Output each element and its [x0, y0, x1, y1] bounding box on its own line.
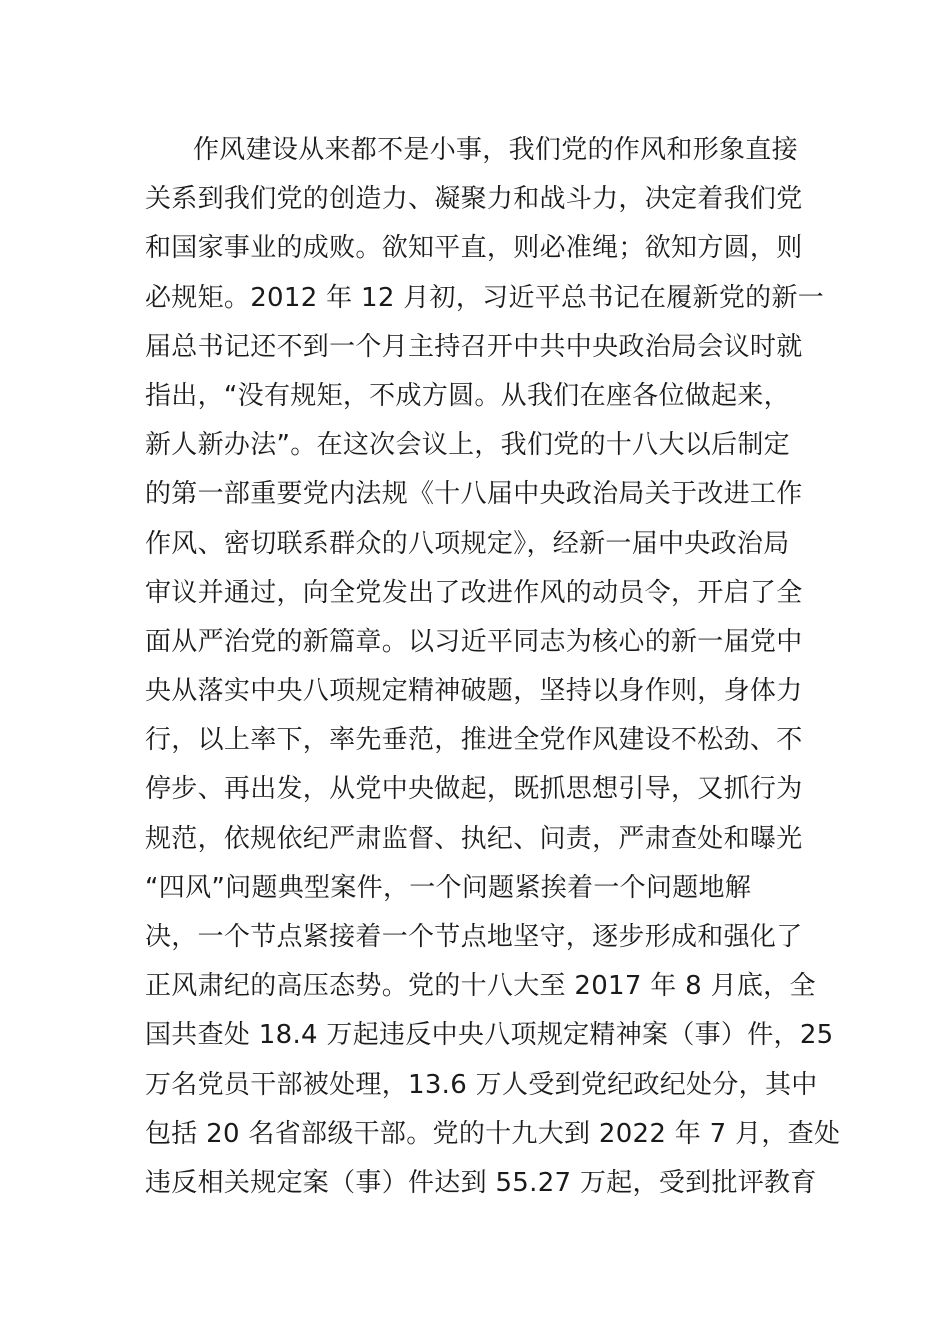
text-line: 国共查处 18.4 万起违反中央八项规定精神案（事）件，25: [145, 1020, 834, 1051]
text-line: 决，一个节点紧接着一个节点地坚守，逐步形成和强化了: [145, 922, 803, 952]
text-line: 必规矩。2012 年 12 月初，习近平总书记在履新党的新一: [145, 282, 825, 313]
text-line: 包括 20 名省部级干部。党的十九大到 2022 年 7 月，查处: [145, 1118, 841, 1149]
text-line: 正风肃纪的高压态势。党的十八大至 2017 年 8 月底，全: [145, 971, 816, 1002]
text-line: 的第一部重要党内法规《十八届中央政治局关于改进工作: [145, 479, 803, 510]
text-line: 作风、密切联系群众的八项规定》，经新一届中央政治局: [145, 528, 790, 559]
text-line: 指出，“没有规矩，不成方圆。从我们在座各位做起来，: [145, 380, 790, 411]
body-paragraph: [145, 126, 841, 1208]
text-line: 行，以上率下，率先垂范，推进全党作风建设不松劲、不: [145, 725, 803, 756]
text-line: 作风建设从来都不是小事，我们党的作风和形象直接: [193, 135, 798, 165]
text-line: 面从严治党的新篇章。以习近平同志为核心的新一届党中: [145, 626, 803, 657]
text-line: 央从落实中央八项规定精神破题，坚持以身作则，身体力: [145, 676, 803, 707]
text-line: 万名党员干部被处理，13.6 万人受到党纪政纪处分，其中: [145, 1069, 818, 1100]
text-line: 停步、再出发，从党中央做起，既抓思想引导，又抓行为: [145, 774, 803, 805]
text-line: 违反相关规定案（事）件达到 55.27 万起，受到批评教育: [145, 1167, 817, 1198]
text-line: 关系到我们党的创造力、凝聚力和战斗力，决定着我们党: [145, 184, 803, 215]
text-line: 规范，依规依纪严肃监督、执纪、问责，严肃查处和曝光: [145, 823, 803, 854]
text-line: 届总书记还不到一个月主持召开中共中央政治局会议时就: [145, 331, 803, 362]
text-line: 和国家事业的成败。欲知平直，则必准绳；欲知方圆，则: [145, 233, 803, 264]
text-line: 新人新办法”。在这次会议上，我们党的十八大以后制定: [145, 430, 790, 461]
text-line: 审议并通过，向全党发出了改进作风的动员令，开启了全: [145, 577, 803, 608]
text-line: “四风”问题典型案件，一个问题紧挨着一个问题地解: [145, 872, 752, 903]
